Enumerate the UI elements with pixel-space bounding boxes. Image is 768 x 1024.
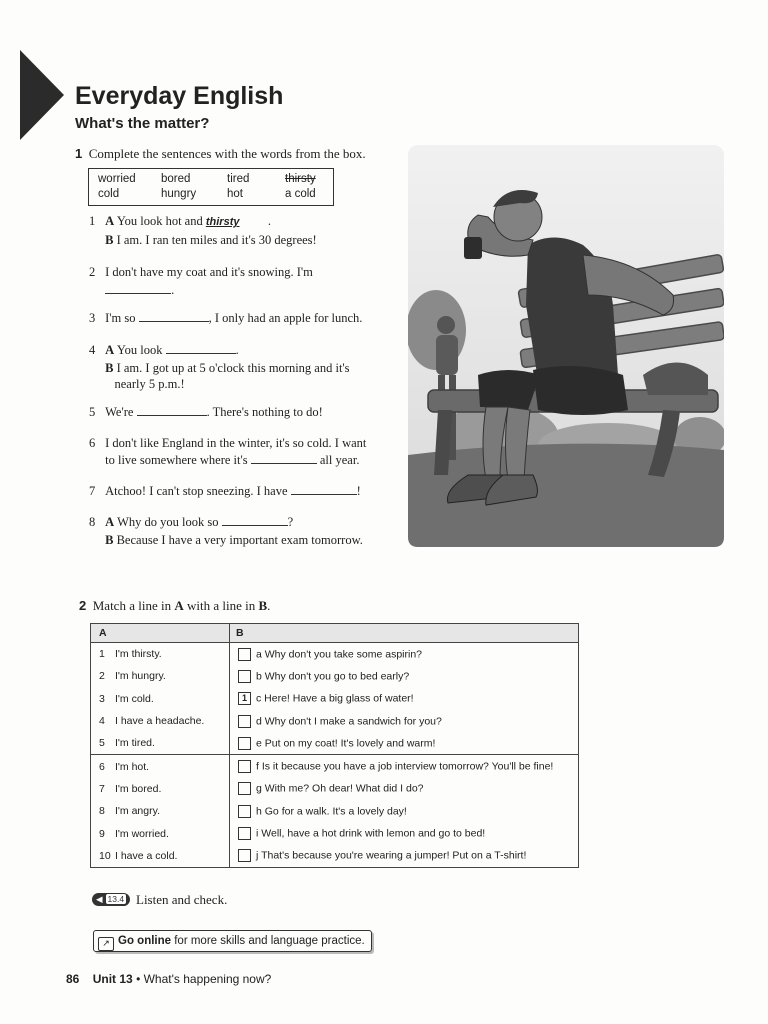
line-a-text: I'm worried. — [115, 827, 169, 840]
question-number: 4 — [89, 343, 96, 357]
instruction-col-b: B — [258, 598, 268, 613]
line-a-text: I'm hot. — [115, 760, 150, 773]
listen-instruction: Listen and check. — [136, 892, 228, 907]
answer-blank[interactable] — [137, 404, 207, 416]
question-text: to live somewhere where it's — [105, 453, 248, 467]
response-text: Because I have a very important exam tomorrow. — [116, 533, 363, 547]
question-number: 8 — [89, 515, 96, 529]
box-word: bored — [161, 173, 191, 185]
answer-checkbox[interactable] — [238, 827, 251, 840]
line-a-text: I'm cold. — [115, 692, 154, 705]
question-text: I'm so — [105, 311, 136, 325]
speaker-a: A — [105, 515, 115, 529]
question-6 — [89, 435, 366, 468]
row-number: 4 — [99, 715, 105, 728]
answer-checkbox[interactable] — [238, 782, 251, 795]
line-a-text: I have a headache. — [115, 715, 205, 728]
instruction-text: . — [267, 598, 271, 613]
speaker-b: B — [105, 233, 114, 247]
cell-b — [230, 778, 579, 800]
answer-checkbox[interactable] — [238, 715, 251, 728]
option-letter: d — [256, 714, 262, 727]
answer-blank[interactable] — [251, 452, 317, 464]
line-b-text: Put on my coat! It's lovely and warm! — [264, 737, 436, 750]
line-a-text: I'm thirsty. — [115, 648, 162, 661]
speaker-icon: ◀ — [96, 894, 103, 904]
box-word: worried — [98, 173, 136, 185]
cell-a — [91, 710, 230, 732]
line-b-text: Is it because you have a job interview tomorrow? You'll be fine! — [261, 760, 554, 773]
punctuation: ! — [356, 484, 361, 498]
instruction-text: Match a line in — [92, 598, 175, 613]
line-b-text: Here! Have a big glass of water! — [264, 692, 414, 705]
line-b-text: Well, have a hot drink with lemon and go to bed! — [261, 827, 486, 840]
answer-checkbox[interactable] — [238, 670, 251, 683]
table-row — [91, 822, 579, 844]
exercise2-instruction — [79, 598, 270, 614]
question-1 — [89, 213, 317, 248]
table-row — [91, 710, 579, 732]
question-text: You look — [116, 343, 163, 357]
go-online-link[interactable] — [93, 930, 372, 952]
row-number: 1 — [99, 648, 105, 661]
line-a-text: I'm hungry. — [115, 670, 166, 683]
audio-track-number: 13.4 — [107, 894, 125, 904]
speaker-b: B — [105, 533, 114, 547]
question-number: 3 — [89, 311, 96, 325]
row-number: 3 — [99, 692, 105, 705]
cell-a — [91, 755, 230, 778]
punctuation: ? — [287, 515, 294, 529]
box-word: hot — [227, 188, 243, 200]
answer-blank[interactable] — [166, 342, 236, 354]
answer-checkbox[interactable] — [238, 849, 251, 862]
question-7 — [89, 483, 361, 499]
cell-a — [91, 845, 230, 868]
cell-b — [230, 710, 579, 732]
option-letter: i — [256, 827, 259, 840]
matching-table — [90, 623, 579, 868]
cell-a — [91, 800, 230, 822]
table-row — [91, 665, 579, 687]
punctuation: . — [171, 283, 175, 297]
exercise2-number: 2 — [79, 598, 87, 613]
line-b-text: Why don't you go to bed early? — [264, 670, 410, 683]
punctuation: . — [235, 343, 239, 357]
line-a-text: I have a cold. — [115, 849, 178, 862]
question-text: Why do you look so — [117, 515, 219, 529]
line-b-text: That's because you're wearing a jumper! Put on a T-shirt! — [261, 849, 527, 862]
page-subtitle: What's the matter? — [75, 115, 210, 132]
cell-b — [230, 732, 579, 755]
box-word: a cold — [285, 188, 316, 200]
question-number: 7 — [89, 484, 96, 498]
option-letter: g — [256, 782, 262, 795]
speaker-a: A — [105, 343, 115, 357]
question-number: 6 — [89, 436, 96, 450]
answer-blank[interactable] — [222, 514, 288, 526]
cell-b — [230, 845, 579, 868]
unit-label: Unit 13 — [92, 972, 133, 986]
cell-b — [230, 800, 579, 822]
question-4 — [89, 342, 350, 392]
page-footer — [66, 972, 271, 986]
row-number: 10 — [99, 849, 111, 862]
footer-bullet: • — [136, 972, 141, 986]
row-number: 8 — [99, 805, 105, 818]
matching-table-body — [91, 643, 579, 868]
option-letter: h — [256, 805, 262, 817]
unit-title: What's happening now? — [143, 972, 272, 986]
cell-a — [91, 688, 230, 710]
option-letter: c — [256, 692, 262, 705]
cell-a — [91, 822, 230, 844]
answer-checkbox[interactable] — [238, 760, 251, 773]
question-text: I don't have my coat and it's snowing. I'm — [105, 265, 313, 279]
instruction-col-a: A — [174, 598, 184, 613]
question-text: . There's nothing to do! — [206, 405, 323, 419]
line-a-text: I'm angry. — [115, 805, 160, 818]
table-row — [91, 778, 579, 800]
go-online-bold: Go online — [118, 935, 172, 947]
response-text: I am. I ran ten miles and it's 30 degrees! — [116, 233, 317, 247]
table-row — [91, 643, 579, 666]
cell-b — [230, 688, 579, 710]
box-word: tired — [227, 173, 250, 185]
option-letter: j — [256, 849, 259, 862]
table-row — [91, 732, 579, 755]
cell-b — [230, 643, 579, 666]
cell-b — [230, 822, 579, 844]
illustration-svg — [408, 145, 724, 547]
section-marker-triangle — [20, 50, 64, 140]
answer-checkbox[interactable]: 1 — [238, 692, 251, 705]
line-a-text: I'm bored. — [115, 782, 162, 795]
speaker-a: A — [105, 214, 115, 228]
column-header-a: A — [91, 624, 230, 643]
answer-checkbox[interactable] — [238, 737, 251, 750]
cell-a — [91, 778, 230, 800]
question-text: Atchoo! I can't stop sneezing. I have — [105, 484, 288, 498]
table-row — [91, 755, 579, 778]
option-letter: f — [256, 760, 259, 773]
line-b-text: Why don't you take some aspirin? — [264, 647, 423, 660]
cell-a — [91, 665, 230, 687]
punctuation: . — [267, 214, 271, 228]
option-letter: e — [256, 737, 262, 750]
page-title: Everyday English — [75, 82, 284, 110]
row-number: 5 — [99, 737, 105, 750]
row-number: 9 — [99, 827, 105, 840]
answer-checkbox[interactable] — [238, 648, 251, 661]
line-b-text: With me? Oh dear! What did I do? — [264, 782, 424, 795]
response-text: nearly 5 p.m.! — [114, 377, 185, 391]
answer-blank[interactable] — [291, 483, 357, 495]
question-8 — [89, 514, 363, 548]
answer-blank[interactable] — [139, 310, 209, 322]
answer-blank[interactable] — [105, 282, 171, 294]
question-number: 2 — [89, 265, 96, 279]
external-link-icon: ↗ — [98, 937, 114, 951]
question-text: I don't like England in the winter, it's so cold. I want — [105, 436, 367, 450]
option-letter: b — [256, 670, 262, 683]
response-text: I am. I got up at 5 o'clock this morning and it's — [116, 361, 350, 375]
question-number: 1 — [89, 214, 96, 228]
example-answer: thirsty — [205, 216, 240, 228]
question-text: all year. — [319, 453, 360, 467]
word-box — [88, 168, 334, 206]
row-number: 7 — [99, 782, 105, 795]
table-row — [91, 845, 579, 868]
audio-track-badge[interactable] — [92, 893, 130, 906]
question-number: 5 — [89, 405, 96, 419]
exercise1-instruction-text: Complete the sentences with the words from the box. — [88, 146, 366, 161]
table-row — [91, 688, 579, 710]
box-word-crossed: thirsty — [285, 173, 316, 185]
exercise1-number: 1 — [75, 146, 83, 161]
row-number: 6 — [99, 760, 105, 773]
cell-a — [91, 732, 230, 755]
question-3 — [89, 310, 362, 326]
row-number: 2 — [99, 670, 105, 683]
page-number: 86 — [66, 972, 80, 986]
question-text: You look hot and — [116, 214, 203, 228]
cell-b — [230, 665, 579, 687]
option-letter: a — [256, 647, 262, 660]
table-row — [91, 800, 579, 822]
go-online-text: for more skills and language practice. — [171, 935, 365, 947]
cell-b — [230, 755, 579, 778]
cell-a — [91, 643, 230, 666]
instruction-text: with a line in — [183, 598, 259, 613]
column-header-b: B — [230, 624, 579, 643]
question-text: , I only had an apple for lunch. — [208, 311, 363, 325]
park-bench-illustration — [408, 145, 724, 547]
box-word: cold — [98, 188, 120, 200]
answer-checkbox[interactable] — [238, 805, 251, 818]
question-2 — [89, 264, 313, 298]
question-text: We're — [105, 405, 134, 419]
line-b-text: Go for a walk. It's a lovely day! — [264, 805, 407, 817]
exercise1-instruction — [75, 146, 366, 162]
speaker-b: B — [105, 361, 114, 375]
line-b-text: Why don't I make a sandwich for you? — [264, 714, 442, 727]
line-a-text: I'm tired. — [115, 737, 155, 750]
box-word: hungry — [161, 188, 197, 200]
question-5 — [89, 404, 323, 420]
